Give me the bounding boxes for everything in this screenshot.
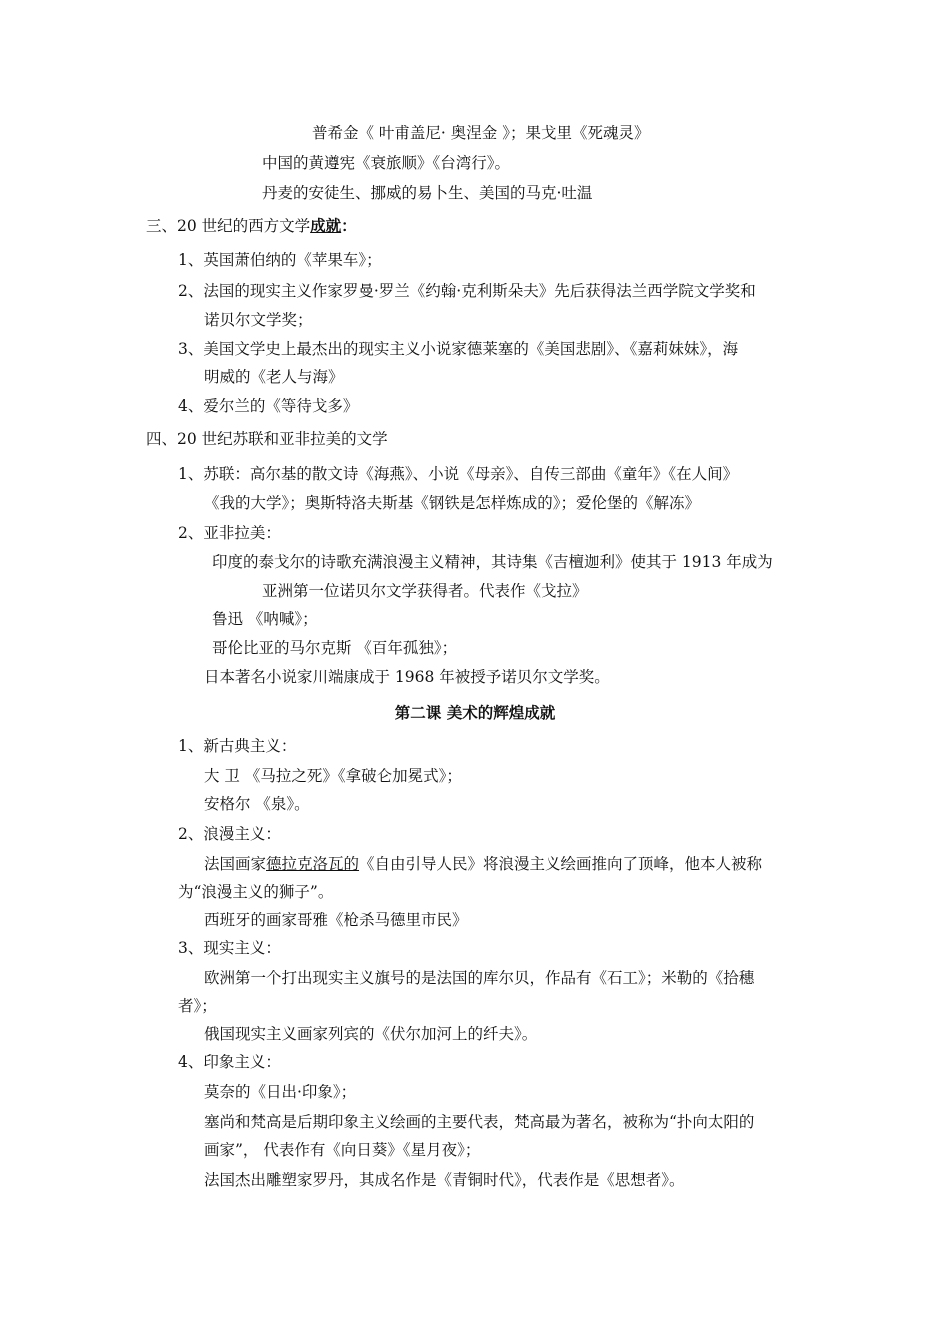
section-4-para-1: 印度的泰戈尔的诗歌充满浪漫主义精神，其诗集《吉檀迦利》使其于 1913 年成为 <box>212 553 773 571</box>
lesson-2-h3-line-3: 俄国现实主义画家列宾的《伏尔加河上的纤夫》。 <box>204 1025 538 1043</box>
lesson-2-h3-line-1: 欧洲第一个打出现实主义旗号的是法国的库尔贝，作品有《石工》；米勒的《拾穗 <box>204 969 755 987</box>
section-3-item-2-cont: 诺贝尔文学奖； <box>204 311 313 329</box>
lesson-2-h4-line-1: 莫奈的《日出·印象》； <box>204 1083 357 1101</box>
lesson-2-h2-artist: 德拉克洛瓦的 <box>266 855 360 873</box>
section-4-item-2: 2、亚非拉美： <box>178 524 281 542</box>
section-3-item-3: 3、美国文学史上最杰出的现实主义小说家德莱塞的《美国悲剧》、《嘉莉妹妹》，海 <box>178 340 739 358</box>
top-line-3: 丹麦的安徒生、挪威的易卜生、美国的马克·吐温 <box>262 184 593 202</box>
section-3-heading-emphasis: 成就 <box>310 216 342 235</box>
lesson-2-h2-line-1 <box>204 854 762 874</box>
lesson-2-h2-line-3: 西班牙的画家哥雅《枪杀马德里市民》 <box>204 911 468 929</box>
section-3-heading-text: 三、20 世纪的西方文学 <box>146 217 311 235</box>
section-4-para-2: 鲁迅 《呐喊》； <box>212 610 318 628</box>
section-4-item-1-cont: 《我的大学》；奥斯特洛夫斯基《钢铁是怎样炼成的》；爱伦堡的《解冻》 <box>204 494 701 512</box>
lesson-2-h2-line-1-a: 法国画家 <box>204 855 267 873</box>
section-4-heading: 四、20 世纪苏联和亚非拉美的文学 <box>146 430 388 448</box>
lesson-2-h2-line-1-c: 《自由引导人民》将浪漫主义绘画推向了顶峰，他本人被称 <box>359 855 763 873</box>
top-line-2: 中国的黄遵宪《衰旅顺》《台湾行》。 <box>262 154 511 172</box>
lesson-2-h2-line-2: 为“浪漫主义的狮子”。 <box>178 883 334 901</box>
section-4-para-3: 哥伦比亚的马尔克斯 《百年孤独》； <box>212 639 458 657</box>
lesson-2-title: 第二课 美术的辉煌成就 <box>394 703 556 722</box>
section-4-para-1-cont: 亚洲第一位诺贝尔文学获得者。代表作《戈拉》 <box>262 582 588 600</box>
lesson-2-h4-line-3: 画家”， 代表作有《向日葵》《星月夜》； <box>204 1141 481 1159</box>
section-3-heading-colon: ： <box>341 216 357 235</box>
lesson-2-heading-1: 1、新古典主义： <box>178 737 297 755</box>
lesson-2-h1-line-1: 大 卫 《马拉之死》《拿破仑加冕式》； <box>204 767 462 785</box>
lesson-2-heading-2: 2、浪漫主义： <box>178 825 281 843</box>
lesson-2-h1-line-2: 安格尔 《泉》。 <box>204 795 310 813</box>
section-3-item-1: 1、英国萧伯纳的《苹果车》； <box>178 251 382 269</box>
top-line-1: 普希金《 叶甫盖尼· 奥涅金 》；果戈里《死魂灵》 <box>312 124 650 142</box>
section-3-item-2: 2、法国的现实主义作家罗曼·罗兰《约翰·克利斯朵夫》先后获得法兰西学院文学奖和 <box>178 282 756 300</box>
lesson-2-heading-3: 3、现实主义： <box>178 939 281 957</box>
lesson-2-h4-line-2: 塞尚和梵高是后期印象主义绘画的主要代表，梵高最为著名，被称为“扑向太阳的 <box>204 1113 755 1131</box>
lesson-2-h3-line-2: 者》； <box>178 997 217 1015</box>
section-4-para-4: 日本著名小说家川端康成于 1968 年被授予诺贝尔文学奖。 <box>204 668 610 686</box>
lesson-2-heading-4: 4、印象主义： <box>178 1053 281 1071</box>
section-3-item-3-cont: 明威的《老人与海》 <box>204 368 344 386</box>
section-3-heading <box>146 216 357 236</box>
section-3-item-4: 4、爱尔兰的《等待戈多》 <box>178 397 359 415</box>
lesson-2-h4-line-4: 法国杰出雕塑家罗丹，其成名作是《青铜时代》，代表作是《思想者》。 <box>204 1171 685 1189</box>
section-4-item-1: 1、苏联：高尔基的散文诗《海燕》、小说《母亲》、自传三部曲《童年》《在人间》 <box>178 465 739 483</box>
